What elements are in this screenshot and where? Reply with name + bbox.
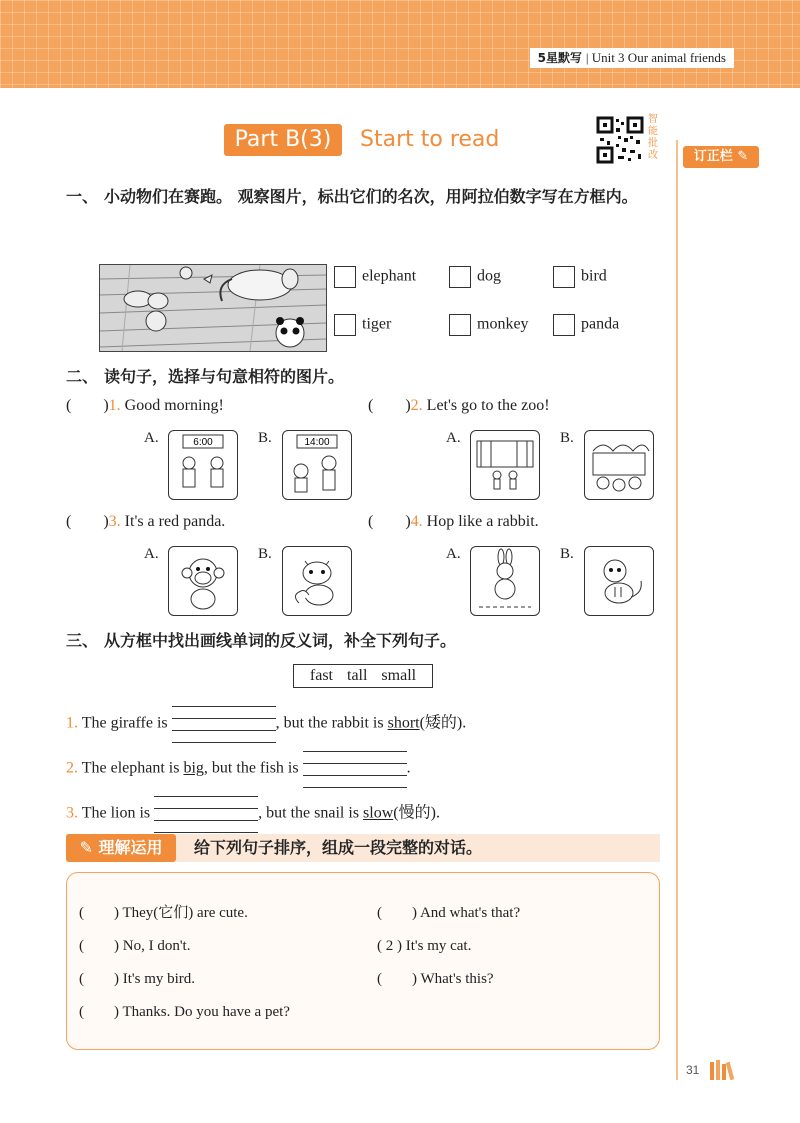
writing-lines[interactable] <box>303 751 407 787</box>
section3-instruction <box>66 626 456 656</box>
dialogue-line <box>79 969 195 989</box>
qr-code-icon[interactable] <box>596 116 644 164</box>
option-b-label: B. <box>258 546 272 562</box>
smart-grading-label: 智能批改 <box>648 114 658 161</box>
correction-column-label <box>683 146 759 168</box>
picture-q1-a[interactable] <box>168 430 238 500</box>
order-paren[interactable]: ( ) <box>79 1004 119 1020</box>
part-badge: Part B(3) <box>224 124 342 156</box>
animal-label: dog <box>477 267 501 285</box>
checkbox-elephant[interactable] <box>334 266 416 288</box>
section4-instruction: 给下列句子排序，组成一段完整的对话。 <box>194 838 483 857</box>
order-paren[interactable]: ( ) <box>377 971 417 987</box>
option-a-label: A. <box>144 546 159 562</box>
answer-paren[interactable]: ( ) <box>66 397 109 414</box>
correction-label-text: 订正栏 <box>693 149 733 164</box>
answer-paren[interactable]: ( ) <box>368 397 411 414</box>
picture-monkey[interactable] <box>168 546 238 616</box>
dialogue-line <box>377 969 494 989</box>
rank-box[interactable] <box>334 266 356 288</box>
race-scene-image <box>100 265 326 351</box>
header-tag <box>530 48 734 68</box>
animal-label: monkey <box>477 315 529 333</box>
option-a-label: A. <box>144 430 159 446</box>
order-paren[interactable]: ( ) <box>79 971 119 987</box>
answer-paren[interactable]: ( ) <box>66 513 109 530</box>
checkbox-panda[interactable] <box>553 314 619 336</box>
rank-box[interactable] <box>449 314 471 336</box>
underlined-word: slow <box>363 804 394 822</box>
dialogue-line <box>79 903 248 923</box>
sentence-1 <box>66 706 466 742</box>
order-paren[interactable]: ( ) <box>79 938 119 954</box>
order-paren[interactable]: ( ) <box>79 905 119 921</box>
answer-paren[interactable]: ( ) <box>368 513 411 530</box>
sentence-post: (矮的). <box>419 714 467 732</box>
section2-text: 读句子，选择与句意相符的图片。 <box>104 367 345 386</box>
section4-tag-text: 理解运用 <box>98 838 163 857</box>
writing-lines[interactable] <box>154 796 258 832</box>
underlined-word: big <box>183 759 204 777</box>
sentence-pre: The lion is <box>81 804 151 822</box>
divider-bar: | <box>585 50 592 65</box>
section2-instruction <box>66 362 344 392</box>
dialogue-line <box>79 1002 290 1022</box>
question-4 <box>368 512 539 532</box>
dialogue-text: Thanks. Do you have a pet? <box>122 1004 290 1020</box>
sentence-post: (慢的). <box>393 804 440 822</box>
section1-text: 小动物们在赛跑。 观察图片，标出它们的名次，用阿拉伯数字写在方框内。 <box>104 187 638 206</box>
question-1 <box>66 396 224 416</box>
question-num: 2. <box>410 397 423 414</box>
question-text: Good morning! <box>124 397 224 414</box>
dialogue-line <box>79 936 190 956</box>
question-3 <box>66 512 225 532</box>
picture-red-panda[interactable] <box>282 546 352 616</box>
underlined-word: short <box>387 714 420 732</box>
dialogue-text: They(它们) are cute. <box>122 905 248 921</box>
sidebar-rule <box>676 140 678 1080</box>
clock-text-b: 14:00 <box>304 437 330 448</box>
picture-q1-b[interactable] <box>282 430 352 500</box>
sentence-pre: The elephant is <box>81 759 180 777</box>
page-number: 31 <box>686 1063 700 1077</box>
rank-box[interactable] <box>449 266 471 288</box>
checkbox-monkey[interactable] <box>449 314 529 336</box>
animal-label: tiger <box>362 315 392 333</box>
unit-label: Unit 3 Our animal friends <box>591 50 726 65</box>
dialogue-text: It's my bird. <box>122 971 196 987</box>
sentence-mid: , but the fish is <box>203 759 299 777</box>
sentence-pre: The giraffe is <box>81 714 168 732</box>
page-header <box>0 0 800 88</box>
animal-label: bird <box>581 267 607 285</box>
section4-tag <box>66 834 176 862</box>
question-text: Hop like a rabbit. <box>426 513 539 530</box>
animal-label: panda <box>581 315 620 333</box>
brand-label: 5星默写 <box>537 51 582 65</box>
sentence-num: 1. <box>66 714 78 732</box>
sentence-num: 2. <box>66 759 78 777</box>
question-text: Let's go to the zoo! <box>426 397 550 414</box>
clock-text-a: 6:00 <box>193 437 213 448</box>
option-b-label: B. <box>560 546 574 562</box>
rank-box[interactable] <box>334 314 356 336</box>
word-bank: fast tall small <box>293 664 433 688</box>
option-a-label: A. <box>446 430 461 446</box>
question-text: It's a red panda. <box>124 513 226 530</box>
dialogue-text: What's this? <box>420 971 494 987</box>
sentence-post: . <box>406 759 411 777</box>
sentence-2 <box>66 751 411 787</box>
order-paren[interactable]: ( 2 ) <box>377 938 402 954</box>
notebook-icon: ✎ <box>79 838 93 857</box>
question-num: 4. <box>410 513 423 530</box>
dialogue-text: And what's that? <box>419 905 521 921</box>
animal-label: elephant <box>362 267 417 285</box>
race-illustration <box>99 264 327 352</box>
sentence-mid: , but the rabbit is <box>275 714 384 732</box>
picture-q2-a[interactable] <box>470 430 540 500</box>
checkbox-dog[interactable] <box>449 266 501 288</box>
picture-rabbit[interactable] <box>470 546 540 616</box>
dialogue-line <box>377 936 471 956</box>
pencil-icon: ✎ <box>737 149 749 164</box>
section2-num: 二、 <box>66 367 99 386</box>
sentence-3 <box>66 796 440 832</box>
sentence-mid: , but the snail is <box>258 804 360 822</box>
sentence-num: 3. <box>66 804 78 822</box>
question-2 <box>368 396 550 416</box>
dialogue-line <box>377 903 520 923</box>
writing-lines[interactable] <box>172 706 276 742</box>
question-num: 3. <box>108 513 121 530</box>
picture-q2-b[interactable] <box>584 430 654 500</box>
books-icon <box>708 1058 738 1080</box>
section3-num: 三、 <box>66 631 99 650</box>
rank-box[interactable] <box>553 314 575 336</box>
dialogue-text: It's my cat. <box>405 938 472 954</box>
order-paren[interactable]: ( ) <box>377 905 417 921</box>
section3-text: 从方框中找出画线单词的反义词，补全下列句子。 <box>104 631 457 650</box>
option-b-label: B. <box>258 430 272 446</box>
rank-box[interactable] <box>553 266 575 288</box>
option-b-label: B. <box>560 430 574 446</box>
checkbox-tiger[interactable] <box>334 314 391 336</box>
picture-tiger[interactable] <box>584 546 654 616</box>
part-title: Start to read <box>360 127 500 152</box>
dialogue-text: No, I don't. <box>122 938 191 954</box>
section1-num: 一、 <box>66 187 99 206</box>
question-num: 1. <box>108 397 121 414</box>
checkbox-bird[interactable] <box>553 266 607 288</box>
option-a-label: A. <box>446 546 461 562</box>
dialogue-box <box>66 872 660 1050</box>
section1-instruction <box>66 182 666 212</box>
